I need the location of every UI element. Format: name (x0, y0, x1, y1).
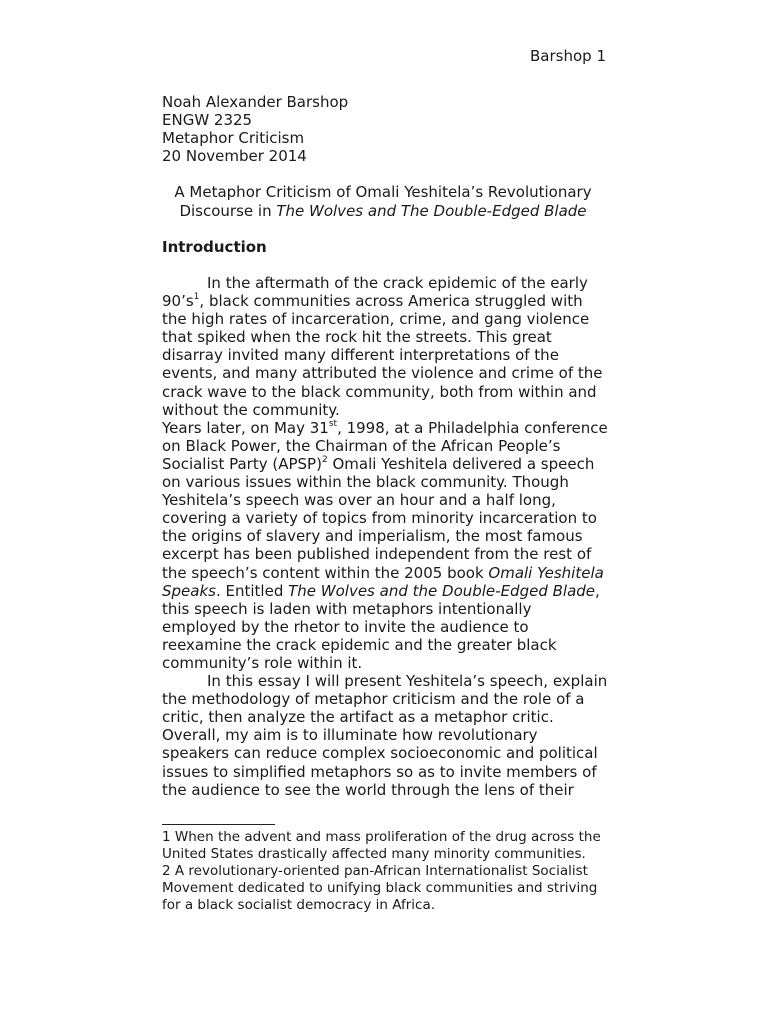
title-line-2 (162, 202, 604, 221)
course-code: ENGW 2325 (162, 111, 253, 129)
p2-text-d: . Entitled (215, 581, 289, 600)
footnotes (162, 829, 602, 914)
paper-title (162, 183, 604, 221)
p2-text-e: , this speech is laden with metaphors intentionally employed by the rhetor to invite the audience to reexamine the crack epidemic and the greater black community’s role within it. (162, 581, 600, 672)
speech-title: The Wolves and the Double-Edged Blade (288, 581, 596, 600)
footnote-2: 2 A revolutionary-oriented pan-African Internationalist Socialist Movement dedicated to unifying black communities and striving for a black socialist democracy in Africa. (162, 863, 598, 913)
footnote-ref-1: 1 (193, 292, 200, 303)
paragraph-1 (162, 274, 608, 419)
p2-text-c: Omali Yeshitela delivered a speech on various issues within the black community. Though Yeshitela’s speech was over an hour and a half long, covering a variety of topics from minority incarceration to the origins of slavery and imperialism, the most famous excerpt has been published independent from the rest of the speech’s content within the 2005 book (162, 454, 597, 582)
p2-text-b: , 1998, at a Philadelphia conference on Black Power, the Chairman of the African People’s Socialist Party (APSP) (162, 418, 608, 473)
title-line-2-prefix: Discourse in (179, 202, 277, 220)
running-head: Barshop 1 (530, 47, 606, 65)
p2-text-a: Years later, on May 31 (162, 418, 329, 437)
footnote-separator (162, 824, 275, 825)
p1-text-b: , black communities across America struggled with the high rates of incarceration, crime, and gang violence that spiked when the rock hit the streets. This great disarray invited many different interpretations of the events, and many attributed the violence and crime of the crack wave to the black community, both from within and without the community. (162, 292, 603, 419)
title-line-2-italic: The Wolves and The Double-Edged Blade (276, 202, 587, 220)
p1-text-a: In the aftermath of the crack epidemic of the early 90’s (162, 274, 588, 311)
body-text (162, 274, 608, 799)
author-header (162, 93, 348, 165)
ordinal-suffix: st (328, 418, 338, 429)
author-name: Noah Alexander Barshop (162, 93, 349, 111)
paragraph-2 (162, 419, 608, 672)
title-line-1: A Metaphor Criticism of Omali Yeshitela’s Revolutionary (174, 183, 592, 201)
assignment-name: Metaphor Criticism (162, 129, 305, 147)
paper-date: 20 November 2014 (162, 147, 307, 165)
section-heading: Introduction (162, 238, 267, 256)
footnote-ref-2: 2 (321, 454, 328, 465)
paragraph-3: In this essay I will present Yeshitela’s speech, explain the methodology of metaphor criticism and the role of a critic, then analyze the artifact as a metaphor critic. Overall, my aim is to illuminate how revolutionary speakers can reduce complex socioeconomic and political issues to simplified metaphors so as to invite members of the audience to see the world through the lens of their (162, 672, 608, 799)
book-title: Omali Yeshitela Speaks (162, 563, 604, 600)
footnote-1: 1 When the advent and mass proliferation of the drug across the United States drastically affected many minority communities. (162, 829, 601, 862)
